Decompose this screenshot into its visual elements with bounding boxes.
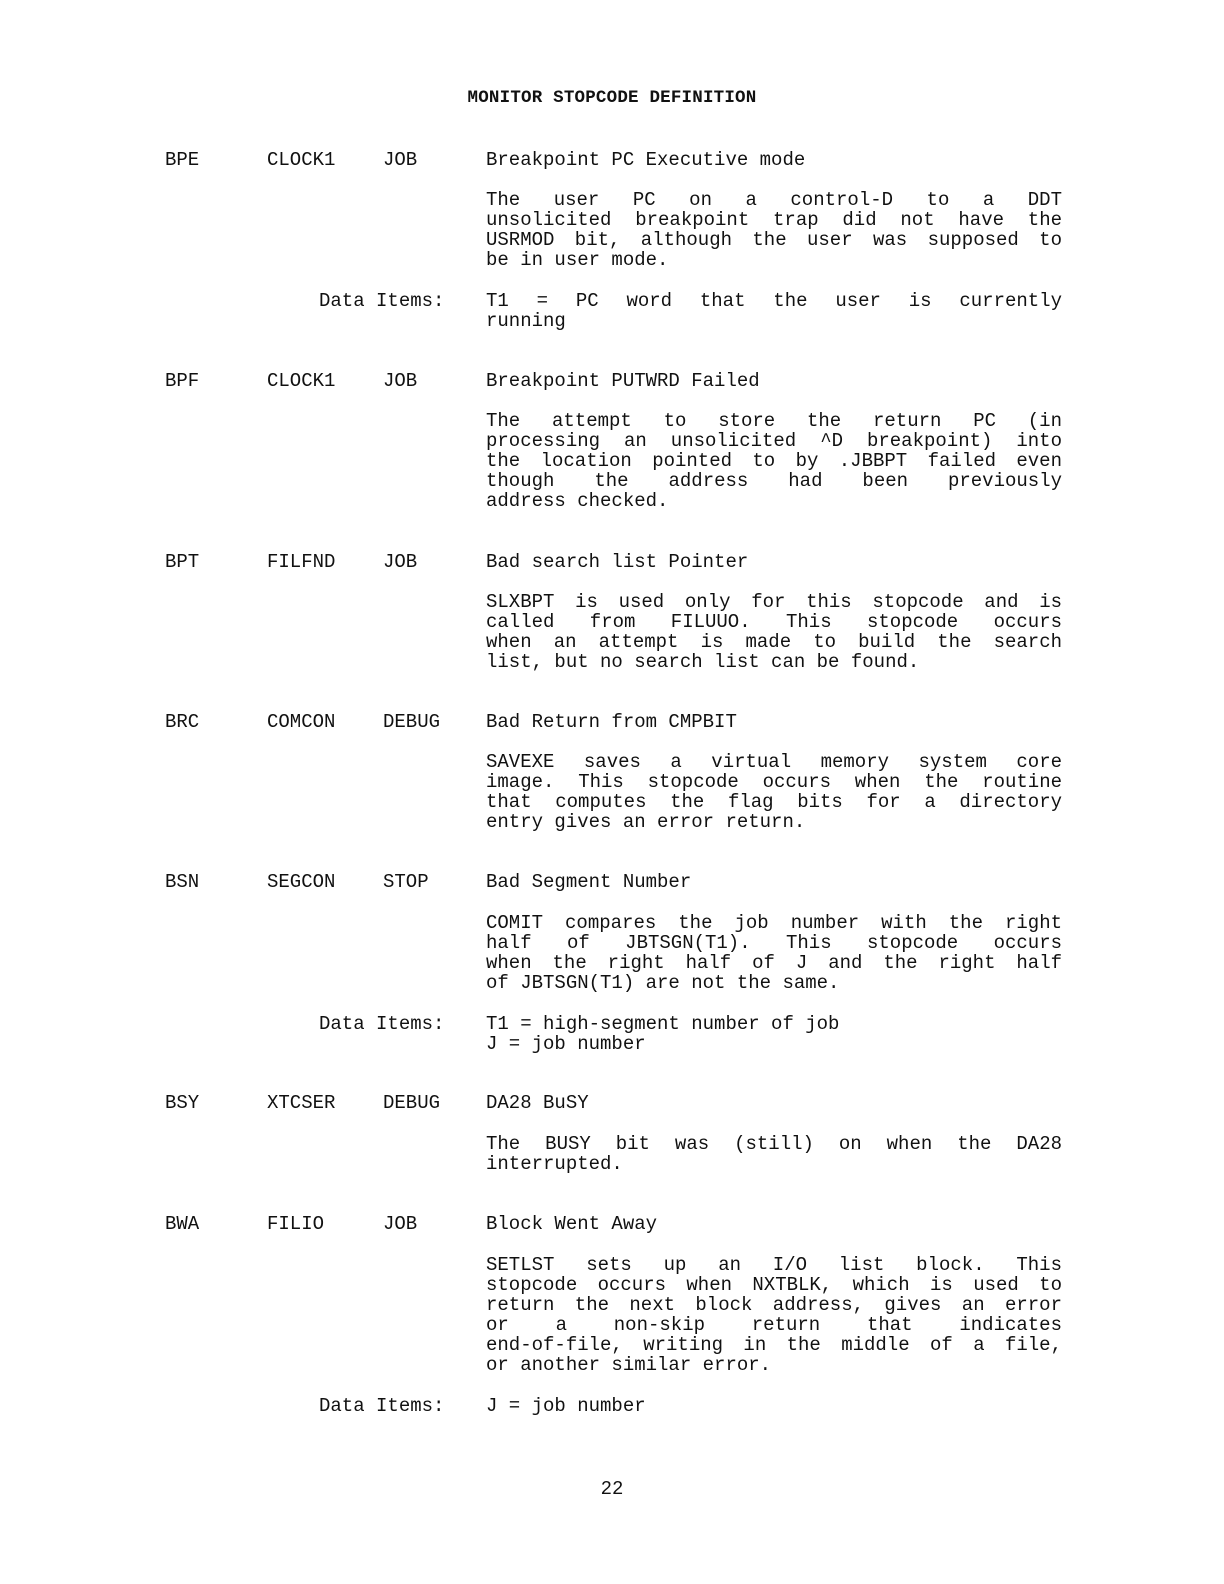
description-line: when the right half of J and the right half: [486, 952, 1062, 975]
description-line: unsolicited breakpoint trap did not have the: [486, 209, 1062, 232]
stopcode-description: [486, 411, 1062, 511]
data-items-text: [486, 1396, 1062, 1416]
data-items-label: Data Items:: [319, 1013, 445, 1035]
stopcode-type: JOB: [383, 149, 418, 171]
stopcode-type: DEBUG: [383, 711, 441, 733]
description-line: address checked.: [486, 490, 669, 513]
data-items-label: Data Items:: [319, 1395, 445, 1417]
description-line: that computes the flag bits for a directory: [486, 791, 1062, 814]
stopcode-type: DEBUG: [383, 1092, 441, 1114]
description-line: called from FILUUO. This stopcode occurs: [486, 611, 1062, 634]
stopcode-description: [486, 190, 1062, 270]
description-line: processing an unsolicited ^D breakpoint) into: [486, 430, 1062, 453]
stopcode-heading: Breakpoint PUTWRD Failed: [486, 370, 760, 392]
description-line: The BUSY bit was (still) on when the DA28: [486, 1133, 1062, 1155]
stopcode-module: SEGCON: [267, 871, 336, 893]
stopcode-name: BPE: [165, 149, 200, 171]
stopcode-description: [486, 752, 1062, 832]
description-line: SAVEXE saves a virtual memory system core: [486, 751, 1062, 773]
stopcode-description: [486, 913, 1062, 993]
stopcode-heading: Bad Segment Number: [486, 871, 692, 893]
description-line: SLXBPT is used only for this stopcode and is: [486, 591, 1062, 613]
stopcode-name: BSY: [165, 1092, 200, 1114]
stopcode-name: BPT: [165, 551, 200, 573]
stopcode-name: BPF: [165, 370, 200, 392]
description-line: of JBTSGN(T1) are not the same.: [486, 972, 840, 995]
description-line: or another similar error.: [486, 1354, 772, 1377]
page-number: 22: [600, 1478, 624, 1500]
description-line: The attempt to store the return PC (in: [486, 410, 1062, 432]
stopcode-description: [486, 1255, 1062, 1376]
description-line: the location pointed to by .JBBPT failed even: [486, 450, 1062, 473]
description-line: SETLST sets up an I/O list block. This: [486, 1254, 1062, 1276]
stopcode-heading: Breakpoint PC Executive mode: [486, 149, 806, 171]
stopcode-heading: Bad Return from CMPBIT: [486, 711, 737, 733]
stopcode-description: [486, 1134, 1062, 1174]
description-line: return the next block address, gives an error: [486, 1294, 1062, 1317]
data-items-text: [486, 291, 1062, 331]
data-items-text: [486, 1014, 1062, 1054]
stopcode-type: JOB: [383, 551, 418, 573]
description-line: or a non-skip return that indicates: [486, 1314, 1062, 1337]
stopcode-name: BRC: [165, 711, 200, 733]
description-line: end-of-file, writing in the middle of a file,: [486, 1334, 1062, 1357]
stopcode-heading: DA28 BuSY: [486, 1092, 589, 1114]
description-line: half of JBTSGN(T1). This stopcode occurs: [486, 932, 1062, 955]
data-items-line: J = job number: [486, 1395, 646, 1417]
stopcode-heading: Bad search list Pointer: [486, 551, 749, 573]
stopcode-name: BSN: [165, 871, 200, 893]
description-line: interrupted.: [486, 1153, 623, 1176]
stopcode-type: STOP: [383, 871, 429, 893]
description-line: USRMOD bit, although the user was supposed to: [486, 229, 1062, 252]
stopcode-module: CLOCK1: [267, 149, 336, 171]
description-line: stopcode occurs when NXTBLK, which is used to: [486, 1274, 1062, 1297]
data-items-line: T1 = high-segment number of job: [486, 1013, 840, 1035]
stopcode-module: COMCON: [267, 711, 336, 733]
page-title: MONITOR STOPCODE DEFINITION: [467, 88, 757, 108]
stopcode-heading: Block Went Away: [486, 1213, 658, 1235]
data-items-line: running: [486, 310, 566, 333]
description-line: though the address had been previously: [486, 470, 1062, 493]
data-items-line: J = job number: [486, 1033, 646, 1056]
stopcode-module: CLOCK1: [267, 370, 336, 392]
data-items-label: Data Items:: [319, 290, 445, 312]
stopcode-module: XTCSER: [267, 1092, 336, 1114]
description-line: be in user mode.: [486, 249, 669, 272]
description-line: COMIT compares the job number with the right: [486, 912, 1062, 934]
description-line: image. This stopcode occurs when the routine: [486, 771, 1062, 794]
stopcode-type: JOB: [383, 1213, 418, 1235]
stopcode-name: BWA: [165, 1213, 200, 1235]
description-line: when an attempt is made to build the search: [486, 631, 1062, 654]
stopcode-module: FILFND: [267, 551, 336, 573]
data-items-line: T1 = PC word that the user is currently: [486, 290, 1062, 312]
stopcode-module: FILIO: [267, 1213, 325, 1235]
stopcode-type: JOB: [383, 370, 418, 392]
description-line: The user PC on a control-D to a DDT: [486, 189, 1062, 211]
stopcode-description: [486, 592, 1062, 672]
description-line: entry gives an error return.: [486, 811, 806, 834]
description-line: list, but no search list can be found.: [486, 651, 920, 674]
